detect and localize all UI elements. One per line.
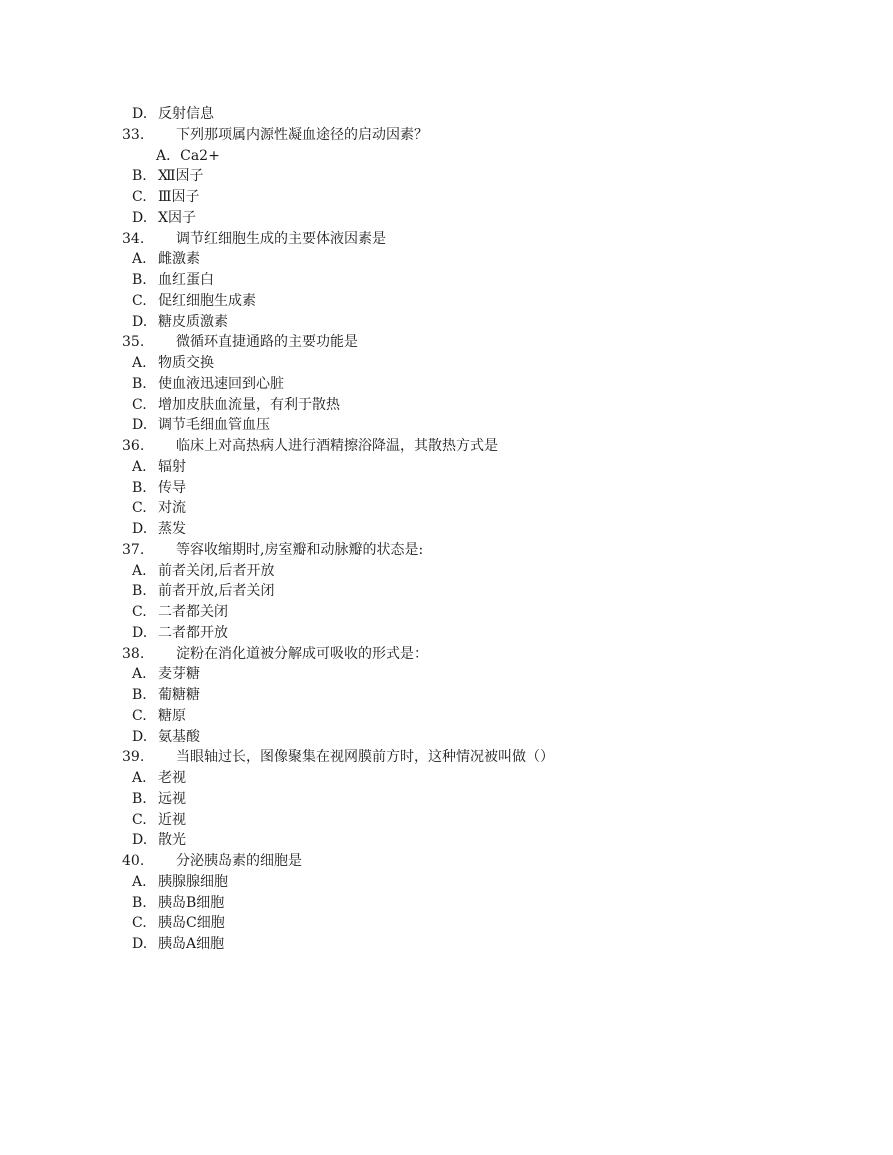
question-number: 34. bbox=[122, 230, 145, 247]
option-line bbox=[0, 291, 893, 312]
option-letter: A. bbox=[132, 251, 147, 268]
option-line bbox=[0, 706, 893, 727]
option-text: 前者开放,后者关闭 bbox=[158, 583, 275, 600]
option-letter: D. bbox=[132, 521, 148, 537]
question-text: 等容收缩期时,房室瓣和动脉瓣的状态是: bbox=[176, 541, 424, 558]
option-text: 二者都关闭 bbox=[158, 604, 228, 620]
question-number: 37. bbox=[122, 541, 145, 558]
option-line bbox=[0, 353, 893, 374]
option-text: 葡糖糖 bbox=[158, 687, 200, 703]
question-37 bbox=[0, 540, 893, 561]
option-line bbox=[0, 810, 893, 831]
option-letter: B. bbox=[132, 790, 147, 807]
option-text: 对流 bbox=[158, 500, 186, 517]
option-letter: A. bbox=[132, 666, 147, 683]
option-text: 糖原 bbox=[158, 707, 186, 724]
option-line bbox=[0, 830, 893, 851]
option-line bbox=[0, 270, 893, 291]
option-text: 血红蛋白 bbox=[158, 272, 214, 288]
question-text: 微循环直捷通路的主要功能是 bbox=[176, 334, 358, 351]
option-letter: B. bbox=[132, 479, 147, 496]
option-text: 胰岛C细胞 bbox=[158, 915, 225, 932]
option-letter: C. bbox=[132, 500, 147, 517]
option-line bbox=[0, 208, 893, 229]
option-letter: B. bbox=[132, 375, 147, 392]
option-letter: A. bbox=[132, 562, 147, 579]
option-line bbox=[0, 395, 893, 416]
option-letter: C. bbox=[132, 292, 147, 309]
option-letter: D. bbox=[132, 728, 148, 745]
option-text: 辐射 bbox=[158, 458, 186, 475]
option-text: 糖皮质激素 bbox=[158, 313, 228, 330]
option-line bbox=[0, 727, 893, 748]
option-text: 氨基酸 bbox=[158, 728, 200, 745]
question-39 bbox=[0, 747, 893, 768]
option-letter: D. bbox=[132, 832, 148, 849]
question-35 bbox=[0, 332, 893, 353]
question-number: 40. bbox=[122, 853, 145, 869]
question-text: 当眼轴过长，图像聚集在视网膜前方时，这种情况被叫做（） bbox=[176, 749, 554, 766]
option-text: 雌激素 bbox=[158, 251, 200, 268]
question-34 bbox=[0, 229, 893, 250]
question-text: 临床上对高热病人进行酒精擦浴降温，其散热方式是 bbox=[176, 438, 498, 454]
option-text: 散光 bbox=[158, 832, 186, 849]
option-text: 调节毛细血管血压 bbox=[158, 417, 270, 434]
option-line bbox=[0, 519, 893, 540]
option-text: 二者都开放 bbox=[158, 624, 228, 641]
option-text: Ⅻ因子 bbox=[158, 168, 204, 185]
option-line bbox=[0, 374, 893, 395]
option-line bbox=[0, 913, 893, 934]
option-text: 胰腺腺细胞 bbox=[158, 873, 228, 890]
option-letter: C. bbox=[132, 396, 147, 413]
question-40 bbox=[0, 851, 893, 872]
option-line bbox=[0, 581, 893, 602]
option-letter: D. bbox=[132, 106, 148, 122]
option-letter: B. bbox=[132, 168, 147, 185]
option-letter: A. bbox=[132, 458, 147, 475]
option-line bbox=[0, 166, 893, 187]
option-text: A．Ca2+ bbox=[156, 147, 220, 164]
option-letter: A. bbox=[132, 873, 147, 890]
option-line bbox=[0, 768, 893, 789]
option-text: 增加皮肤血流量，有利于散热 bbox=[158, 396, 340, 413]
option-text: 蒸发 bbox=[158, 521, 186, 537]
option-line bbox=[0, 104, 893, 125]
option-line bbox=[0, 602, 893, 623]
option-line bbox=[0, 415, 893, 436]
option-letter: C. bbox=[132, 707, 147, 724]
option-line bbox=[0, 146, 893, 167]
question-number: 35. bbox=[122, 334, 145, 351]
option-text: Ⅲ因子 bbox=[158, 189, 200, 205]
option-text: 前者关闭,后者开放 bbox=[158, 562, 275, 579]
option-letter: B. bbox=[132, 894, 147, 911]
option-line bbox=[0, 187, 893, 208]
option-text: 近视 bbox=[158, 811, 186, 828]
question-33 bbox=[0, 125, 893, 146]
question-text: 下列那项属内源性凝血途径的启动因素？ bbox=[176, 126, 428, 143]
question-number: 36. bbox=[122, 438, 145, 454]
option-letter: D. bbox=[132, 313, 148, 330]
option-letter: C. bbox=[132, 915, 147, 932]
option-line bbox=[0, 934, 893, 955]
option-letter: C. bbox=[132, 189, 147, 205]
option-text: 胰岛A细胞 bbox=[158, 936, 225, 952]
question-text: 调节红细胞生成的主要体液因素是 bbox=[176, 230, 386, 247]
option-line bbox=[0, 893, 893, 914]
question-number: 33. bbox=[122, 126, 145, 143]
option-text: 促红细胞生成素 bbox=[158, 292, 256, 309]
question-number: 39. bbox=[122, 749, 145, 766]
option-text: Ⅹ因子 bbox=[158, 209, 196, 226]
option-line bbox=[0, 664, 893, 685]
option-line bbox=[0, 478, 893, 499]
option-text: 老视 bbox=[158, 770, 186, 786]
option-letter: A. bbox=[132, 355, 147, 371]
option-text: 远视 bbox=[158, 790, 186, 807]
document-page bbox=[0, 104, 893, 955]
option-text: 胰岛B细胞 bbox=[158, 894, 225, 911]
option-line bbox=[0, 312, 893, 333]
option-letter: A. bbox=[132, 770, 147, 786]
option-letter: D. bbox=[132, 209, 148, 226]
option-line bbox=[0, 872, 893, 893]
option-line bbox=[0, 249, 893, 270]
option-text: 反射信息 bbox=[158, 106, 214, 122]
option-letter: B. bbox=[132, 687, 147, 703]
option-letter: B. bbox=[132, 583, 147, 600]
option-line bbox=[0, 623, 893, 644]
option-line bbox=[0, 789, 893, 810]
question-text: 分泌胰岛素的细胞是 bbox=[176, 853, 302, 869]
option-line bbox=[0, 561, 893, 582]
option-text: 麦芽糖 bbox=[158, 666, 200, 683]
option-letter: B. bbox=[132, 272, 147, 288]
option-letter: D. bbox=[132, 936, 148, 952]
question-36 bbox=[0, 436, 893, 457]
question-text: 淀粉在消化道被分解成可吸收的形式是： bbox=[176, 645, 428, 662]
option-text: 传导 bbox=[158, 479, 186, 496]
option-line bbox=[0, 457, 893, 478]
question-number: 38. bbox=[122, 645, 145, 662]
option-letter: C. bbox=[132, 604, 147, 620]
option-text: 物质交换 bbox=[158, 355, 214, 371]
option-letter: D. bbox=[132, 624, 148, 641]
option-line bbox=[0, 498, 893, 519]
question-38 bbox=[0, 644, 893, 665]
option-letter: C. bbox=[132, 811, 147, 828]
option-line bbox=[0, 685, 893, 706]
option-letter: D. bbox=[132, 417, 148, 434]
option-text: 使血液迅速回到心脏 bbox=[158, 375, 284, 392]
